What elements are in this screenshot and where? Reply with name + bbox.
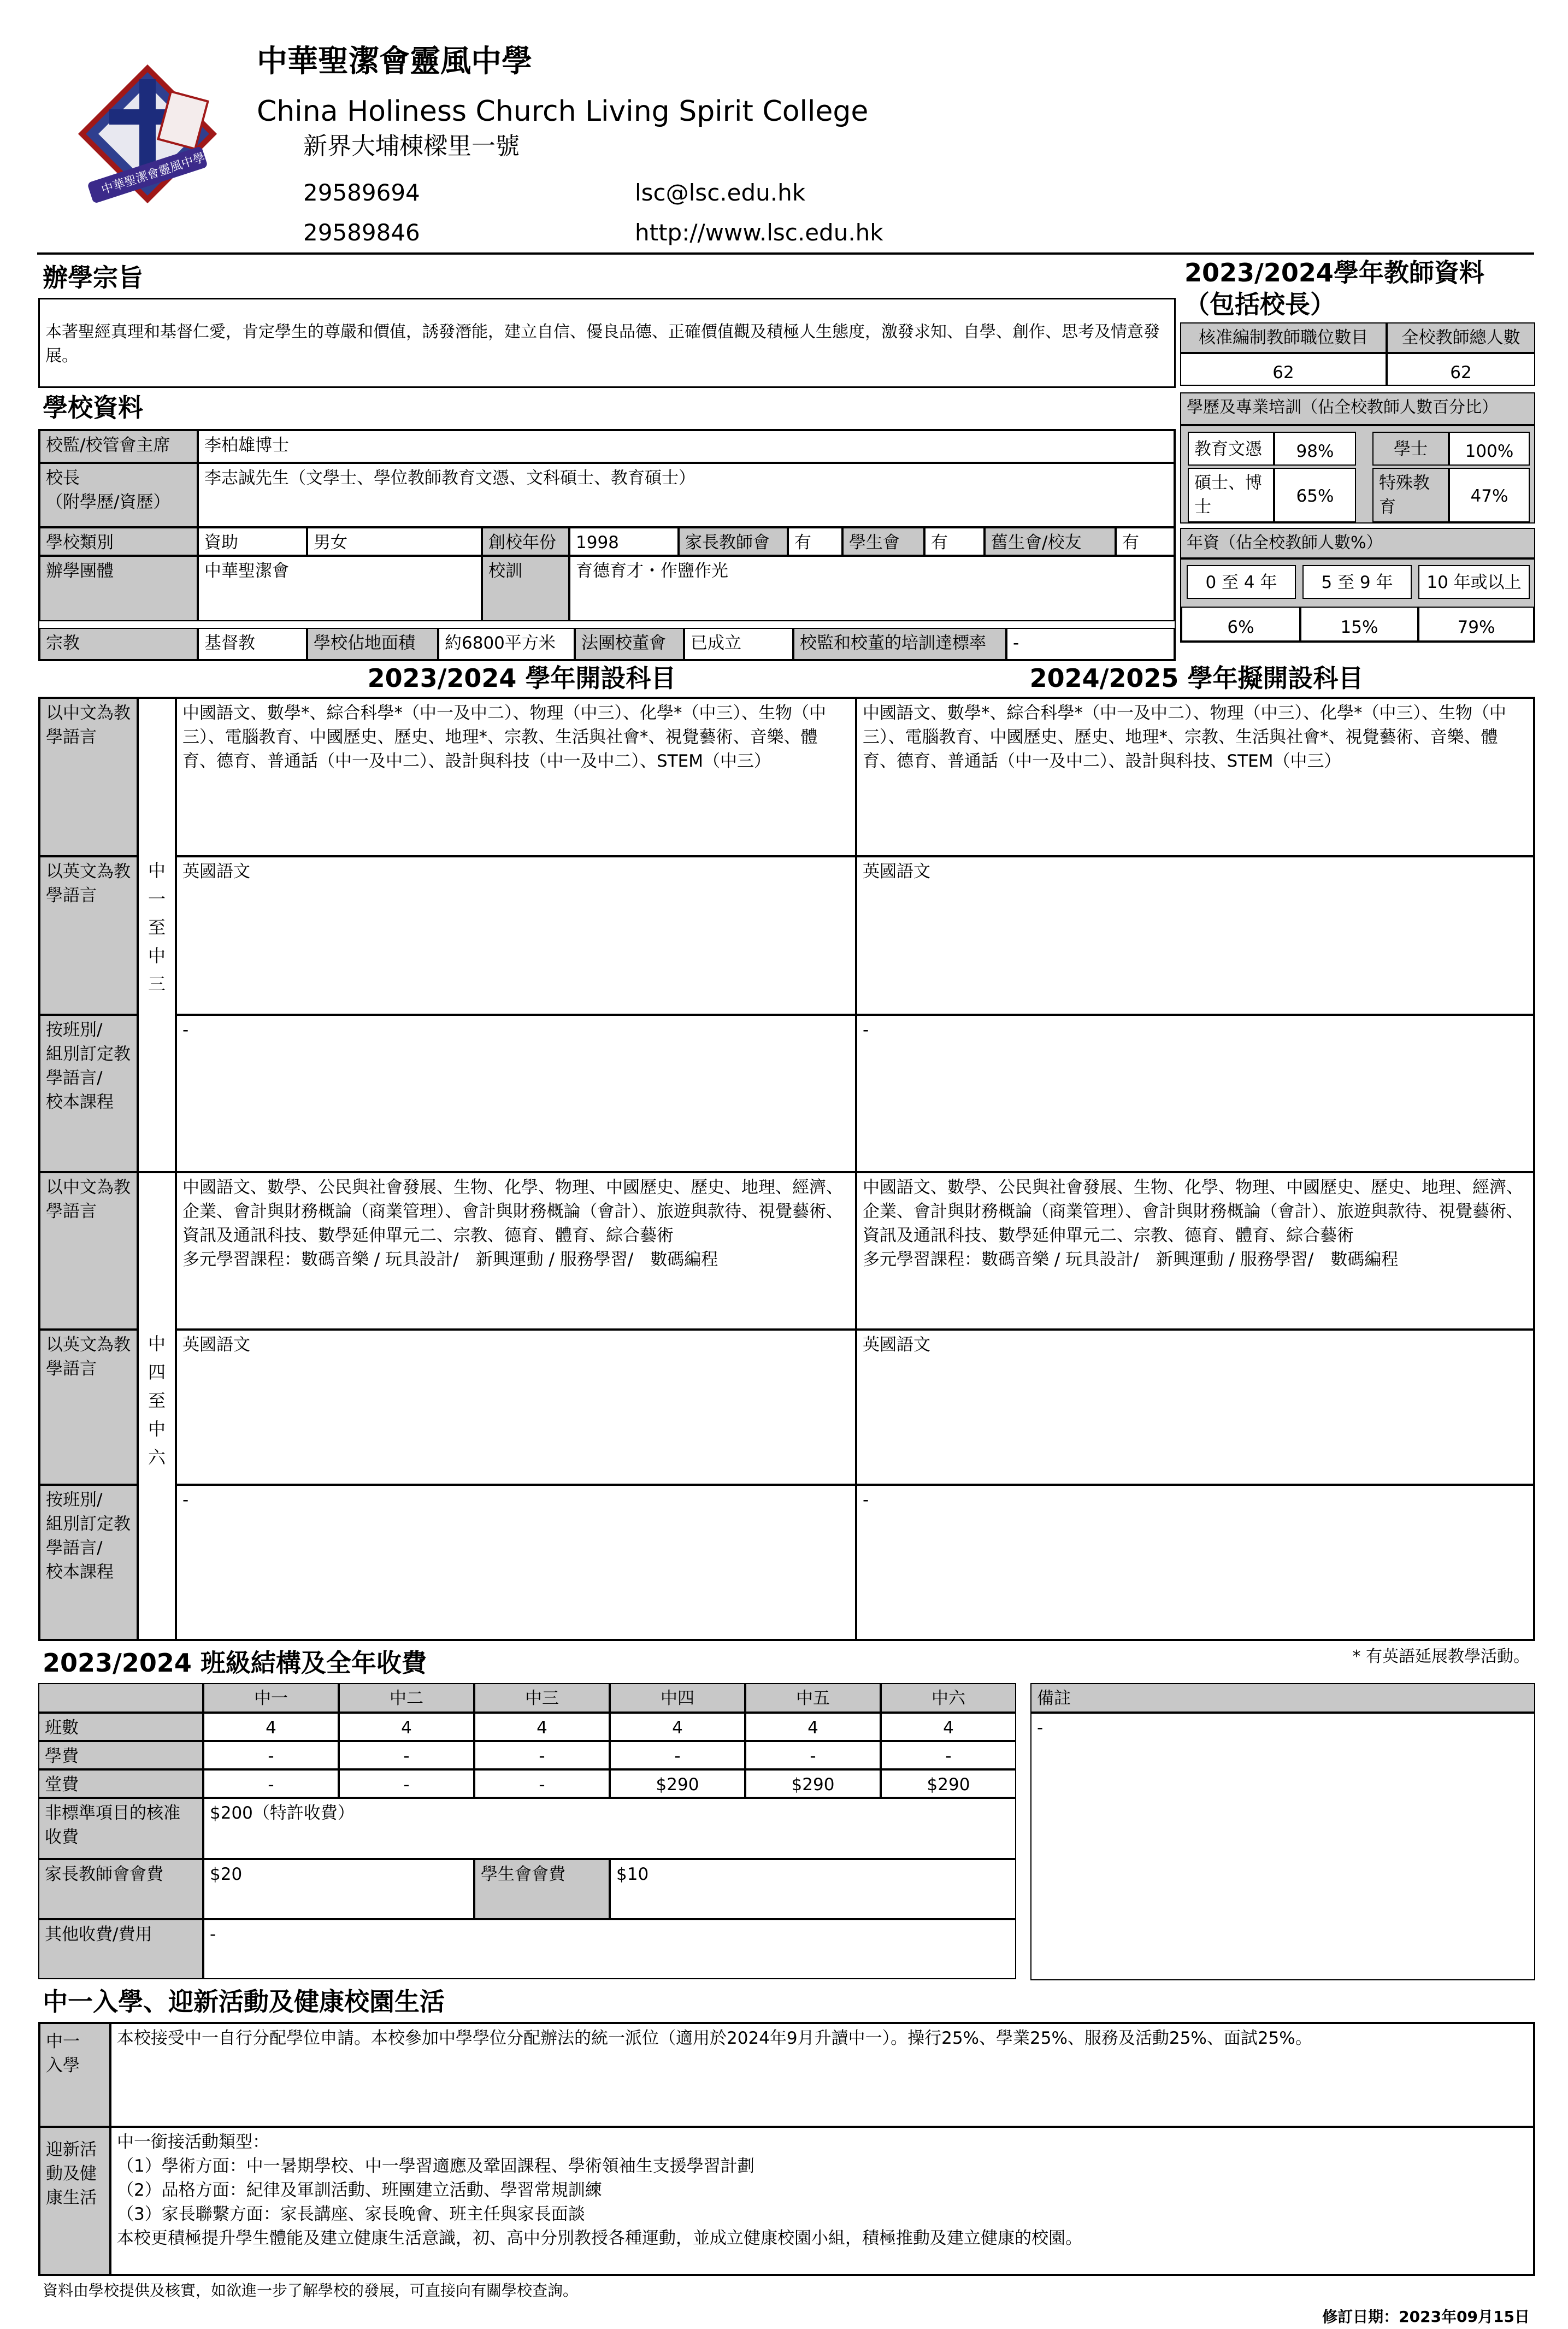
bachelor-value: 100% [1449,432,1530,466]
senior-level-label: 中 四 至 中 六 [148,1333,166,1468]
school-email[interactable]: lsc@lsc.edu.hk [635,179,806,206]
source-note: 資料由學校提供及核實，如欲進一步了解學校的發展，可直接向有關學校查詢。 [43,2281,579,2299]
level-header: 中五 [745,1683,881,1713]
school-type-label: 學校類別 [39,527,198,556]
s1-box [38,2022,1535,2276]
special-label: 特殊教育 [1372,468,1449,522]
classes-value: 4 [339,1713,474,1741]
mission-box [38,298,1176,388]
tong-fee-value: - [474,1769,610,1798]
exp-header-3: 10 年或以上 [1418,565,1530,599]
nonstandard-fee-label: 非標準項目的核准 收費 [38,1798,203,1859]
subjects-title-2425: 2024/2025 學年擬開設科目 [1029,663,1364,693]
junior-class-label: 按班別/ 組別訂定教 學語言/ 校本課程 [39,1015,138,1172]
tuition-value: - [474,1741,610,1769]
admission-value: 本校接受中一自行分配學位申請。本校參加中學學位分配辦法的統一派位（適用於2024年9月升讀中一）。操行25%、學業25%、服務及活動25%、面試25%。 [110,2023,1534,2127]
su-value: 有 [924,527,985,556]
subjects-title-2324: 2023/2024 學年開設科目 [367,663,676,693]
exp-header-1: 0 至 4 年 [1187,565,1296,599]
s1-title: 中一入學、迎新活動及健康校園生活 [43,1987,445,2016]
other-fee-label: 其他收費/費用 [38,1919,203,1979]
teachers-title: 2023/2024學年教師資料 （包括校長） [1184,258,1484,319]
activities-value: 中一銜接活動類型： （1）學術方面：中一暑期學校、中一學習適應及鞏固課程、學術領袖生支援學習計劃 （2）品格方面：紀律及軍訓活動、班團建立活動、學習常規訓練 （3）家長聯繫方面：家長講座、家長晚會、班主任與家長面談 本校更積極提升學生體能及建立健康生活意識，初、高中分別教授各種運動，並成立健康校園小組，積極推動及建立健康的校園。 [110,2127,1534,2275]
qualification-block [1180,425,1535,524]
junior-class-2425: - [856,1015,1534,1172]
revised-date: 修訂日期：2023年09月15日 [1322,2308,1530,2326]
tuition-value: - [610,1741,745,1769]
total-value: 62 [1387,353,1535,386]
senior-chi-2324: 中國語文、數學、公民與社會發展、生物、化學、物理、中國歷史、歷史、地理、經濟、企業、會計與財務概論（商業管理）、會計與財務概論（會計）、旅遊與款待、視覺藝術、資訊及通訊科技、數學延伸單元二、宗教、德育、體育、綜合藝術 多元學習課程：數碼音樂 / 玩具設計/ 新興運動 / 服務學習/ 數碼編程 [176,1172,856,1330]
tuition-value: - [881,1741,1016,1769]
header-divider [37,252,1534,255]
founded-label: 創校年份 [482,527,569,556]
experience-title: 年資（佔全校教師人數%） [1180,528,1535,558]
level-header: 中六 [881,1683,1016,1713]
senior-class-2324: - [176,1485,856,1640]
principal-label: 校長 （附學歷/資歷） [39,463,198,527]
school-logo [76,63,219,205]
establishment-label: 核准編制教師職位數目 [1180,322,1387,353]
pta-label: 家長教師會 [679,527,788,556]
total-label: 全校教師總人數 [1387,322,1535,353]
junior-class-2324: - [176,1015,856,1172]
tong-fee-value: - [203,1769,339,1798]
teachers-panel [1180,322,1535,645]
qualification-title: 學歷及專業培訓（佔全校教師人數百分比） [1180,392,1535,425]
master-label: 碩士、博士 [1188,468,1274,522]
school-name-en: China Holiness Church Living Spirit College [257,95,869,128]
logo-text: 中華聖潔會靈風中學 [99,150,207,197]
remarks-label: 備註 [1030,1683,1535,1713]
activities-label: 迎新活 動及健 康生活 [39,2127,110,2275]
tuition-value: - [203,1741,339,1769]
exp-value-1: 6% [1181,607,1300,642]
alumni-value: 有 [1116,527,1175,556]
ed-cert-value: 98% [1274,432,1356,466]
motto-value: 育德育才・作鹽作光 [569,556,1175,621]
experience-block [1180,558,1535,643]
supervisor-label: 校監/校管會主席 [39,430,198,463]
mission-text: 本著聖經真理和基督仁愛，肯定學生的尊嚴和價值，誘發潛能，建立自信、優良品德、正確價值觀及積極人生態度，激發求知、自學、創作、思考及情意發展。 [45,322,1160,366]
alumni-label: 舊生會/校友 [985,527,1116,556]
english-extension-note: * 有英語延展教學活動。 [1352,1647,1530,1666]
other-fee-value: - [203,1919,1016,1979]
tong-fee-value: $290 [745,1769,881,1798]
classes-value: 4 [610,1713,745,1741]
motto-label: 校訓 [482,556,569,621]
junior-eng-label: 以英文為教 學語言 [39,856,138,1015]
tong-fee-value: $290 [881,1769,1016,1798]
fees-title: 2023/2024 班級結構及全年收費 [43,1648,427,1678]
supervisor-value: 李柏雄博士 [198,430,1175,463]
special-value: 47% [1449,468,1530,522]
junior-level-label: 中 一 至 中 三 [148,860,166,995]
exp-value-3: 79% [1418,607,1534,642]
school-info-box [38,429,1176,661]
fees-header-corner [38,1683,203,1713]
bachelor-label: 學士 [1372,432,1449,466]
junior-chi-2425: 中國語文、數學*、綜合科學*（中一及中二）、物理（中三）、化學*（中三）、生物（中三）、電腦教育、中國歷史、歷史、地理*、宗教、生活與社會*、視覺藝術、音樂、體育、德育、普通話（中一及中二）、設計與科技、STEM（中三） [856,698,1534,856]
exp-value-2: 15% [1300,607,1418,642]
junior-chi-2324: 中國語文、數學*、綜合科學*（中一及中二）、物理（中三）、化學*（中三）、生物（中三）、電腦教育、中國歷史、歷史、地理*、宗教、生活與社會*、視覺藝術、音樂、體育、德育、普通話（中一及中二）、設計與科技（中一及中二）、STEM（中三） [176,698,856,856]
junior-chi-label: 以中文為教 學語言 [39,698,138,856]
senior-class-label: 按班別/ 組別訂定教 學語言/ 校本課程 [39,1485,138,1640]
founded-value: 1998 [569,527,679,556]
sponsor-label: 辦學團體 [39,556,198,621]
tuition-value: - [745,1741,881,1769]
master-value: 65% [1274,468,1356,522]
ed-cert-label: 教育文憑 [1188,432,1274,466]
area-label: 學校佔地面積 [307,628,438,660]
junior-eng-2425: 英國語文 [856,856,1534,1015]
school-gender-value: 男女 [307,527,482,556]
senior-eng-2425: 英國語文 [856,1330,1534,1485]
religion-value: 基督教 [198,628,307,660]
tuition-label: 學費 [38,1741,203,1769]
school-info-title: 學校資料 [43,393,143,422]
senior-chi-label: 以中文為教 學語言 [39,1172,138,1330]
su-fee-label: 學生會會費 [474,1859,610,1919]
su-label: 學生會 [842,527,924,556]
pta-fee-value: $20 [203,1859,474,1919]
admission-label: 中一 入學 [39,2023,110,2127]
school-type-value: 資助 [198,527,307,556]
junior-eng-2324: 英國語文 [176,856,856,1015]
establishment-value: 62 [1180,353,1387,386]
classes-value: 4 [881,1713,1016,1741]
religion-label: 宗教 [39,628,198,660]
nonstandard-fee-value: $200（特許收費） [203,1798,1016,1859]
principal-value: 李志誠先生（文學士、學位教師教育文憑、文科碩士、教育碩士） [198,463,1175,527]
level-header: 中四 [610,1683,745,1713]
level-header: 中二 [339,1683,474,1713]
sponsor-value: 中華聖潔會 [198,556,482,621]
pta-value: 有 [788,527,842,556]
senior-chi-2425: 中國語文、數學、公民與社會發展、生物、化學、物理、中國歷史、歷史、地理、經濟、企業、會計與財務概論（商業管理）、會計與財務概論（會計）、旅遊與款待、視覺藝術、資訊及通訊科技、數學延伸單元二、宗教、德育、體育、綜合藝術 多元學習課程：數碼音樂 / 玩具設計/ 新興運動 / 服務學習/ 數碼編程 [856,1172,1534,1330]
senior-class-2425: - [856,1485,1534,1640]
mission-title: 辦學宗旨 [43,263,143,292]
school-website[interactable]: http://www.lsc.edu.hk [635,219,883,246]
school-address: 新界大埔棟樑里一號 [303,132,520,160]
school-fax: 29589846 [303,219,420,246]
school-name-zh: 中華聖潔會靈風中學 [257,44,532,79]
training-value: - [1006,628,1175,660]
senior-eng-2324: 英國語文 [176,1330,856,1485]
area-value: 約6800平方米 [438,628,575,660]
remarks-value: - [1030,1713,1535,1980]
training-label: 校監和校董的培訓達標率 [793,628,1006,660]
classes-value: 4 [203,1713,339,1741]
su-fee-value: $10 [610,1859,1016,1919]
imc-value: 已成立 [684,628,793,660]
imc-label: 法團校董會 [575,628,684,660]
exp-header-2: 5 至 9 年 [1302,565,1412,599]
tong-fee-value: $290 [610,1769,745,1798]
pta-fee-label: 家長教師會會費 [38,1859,203,1919]
level-header: 中一 [203,1683,339,1713]
level-header: 中三 [474,1683,610,1713]
tuition-value: - [339,1741,474,1769]
classes-label: 班數 [38,1713,203,1741]
school-phone: 29589694 [303,179,420,206]
classes-value: 4 [745,1713,881,1741]
remarks-box [1030,1683,1535,1981]
tong-fee-label: 堂費 [38,1769,203,1798]
classes-value: 4 [474,1713,610,1741]
tong-fee-value: - [339,1769,474,1798]
fees-table [38,1683,1016,1981]
subjects-table [38,697,1535,1641]
senior-eng-label: 以英文為教 學語言 [39,1330,138,1485]
